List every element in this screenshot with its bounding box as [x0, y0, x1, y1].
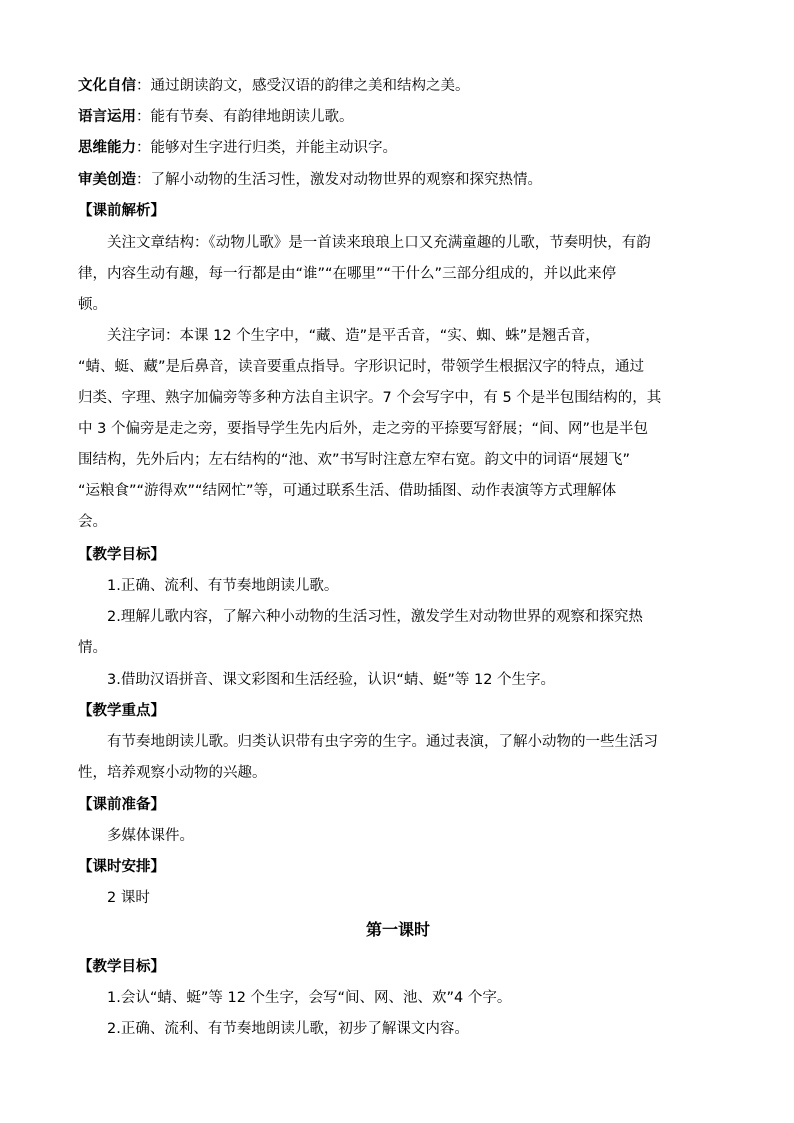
- goal-text: ：能够对生字进行归类，并能主动识字。: [136, 140, 397, 156]
- text-line: 归类、字理、熟字加偏旁等多种方法自主识字。7 个会写字中，有 5 个是半包围结构的，其: [78, 390, 662, 406]
- text-line: 有节奏地朗读儿歌。归类认识带有虫字旁的生字。通过表演，了解小动物的一些生活习: [107, 734, 658, 750]
- text-line: “运粮食”“游得欢”“结网忙”等，可通过联系生活、借助插图、动作表演等方式理解体: [78, 483, 617, 499]
- goal-aesthetic: [78, 170, 718, 190]
- section-heading-schedule: 【课时安排】: [78, 859, 165, 875]
- goal-text: ：了解小动物的生活习性，激发对动物世界的观察和探究热情。: [136, 172, 542, 188]
- key-points-text: [78, 732, 718, 783]
- goal-language: [78, 107, 718, 127]
- text-line: 关注文章结构：《动物儿歌》是一首读来琅琅上口又充满童趣的儿歌，节奏明快，有韵: [107, 235, 651, 251]
- section-heading-analysis: 【课前解析】: [78, 203, 165, 219]
- text-line: 中 3 个偏旁是走之旁，要指导学生先内后外，走之旁的平捺要写舒展；“间、网”也是半包: [78, 421, 648, 437]
- schedule-text: 2 课时: [107, 890, 150, 906]
- goal-text: ：通过朗读韵文，感受汉语的韵律之美和结构之美。: [136, 78, 470, 94]
- goal-text: ：能有节奏、有韵律地朗读儿歌。: [136, 109, 354, 125]
- text-line: 情。: [78, 640, 107, 656]
- objective-item-3: 3.借助汉语拼音、课文彩图和生活经验，认识“蜻、蜓”等 12 个生字。: [107, 672, 556, 688]
- analysis-paragraph-words: [78, 326, 718, 532]
- text-line: 围结构，先外后内；左右结构的“池、欢”书写时注意左窄右宽。韵文中的词语“展翅飞”: [78, 452, 631, 468]
- preparation-text: 多媒体课件。: [107, 828, 194, 844]
- text-line: 2.理解儿歌内容，了解六种小动物的生活习性，激发学生对动物世界的观察和探究热: [107, 609, 643, 625]
- goal-label: 审美创造: [78, 172, 136, 188]
- text-line: 顿。: [78, 297, 107, 313]
- section-heading-objectives: 【教学目标】: [78, 547, 165, 563]
- goal-label: 语言运用: [78, 109, 136, 125]
- analysis-paragraph-structure: [78, 233, 718, 315]
- objective-item-1: 1.正确、流利、有节奏地朗读儿歌。: [107, 578, 339, 594]
- text-line: 性，培养观察小动物的兴趣。: [78, 765, 267, 781]
- lesson-objective-item-2: 2.正确、流利、有节奏地朗读儿歌，初步了解课文内容。: [107, 1021, 469, 1037]
- goal-label: 文化自信: [78, 78, 136, 94]
- lesson-objective-item-1: 1.会认“蜻、蜓”等 12 个生字，会写“间、网、池、欢”4 个字。: [107, 990, 512, 1006]
- section-heading-preparation: 【课前准备】: [78, 797, 165, 813]
- text-line: 律，内容生动有趣，每一行都是由“谁”“在哪里”“干什么”三部分组成的，并以此来停: [78, 266, 617, 282]
- goal-thinking: [78, 138, 718, 158]
- text-line: 关注字词：本课 12 个生字中，“藏、造”是平舌音，“实、蜘、蛛”是翘舌音，: [107, 328, 600, 344]
- section-heading-key-points: 【教学重点】: [78, 703, 165, 719]
- section-heading-lesson-objectives: 【教学目标】: [78, 959, 165, 975]
- text-line: “蜻、蜓、藏”是后鼻音，读音要重点指导。字形识记时，带领学生根据汉字的特点，通过: [78, 359, 645, 375]
- lesson-title: 第一课时: [365, 920, 430, 939]
- goal-label: 思维能力: [78, 140, 136, 156]
- objective-item-2: [78, 607, 718, 658]
- text-line: 会。: [78, 514, 107, 530]
- goal-culture: [78, 76, 718, 96]
